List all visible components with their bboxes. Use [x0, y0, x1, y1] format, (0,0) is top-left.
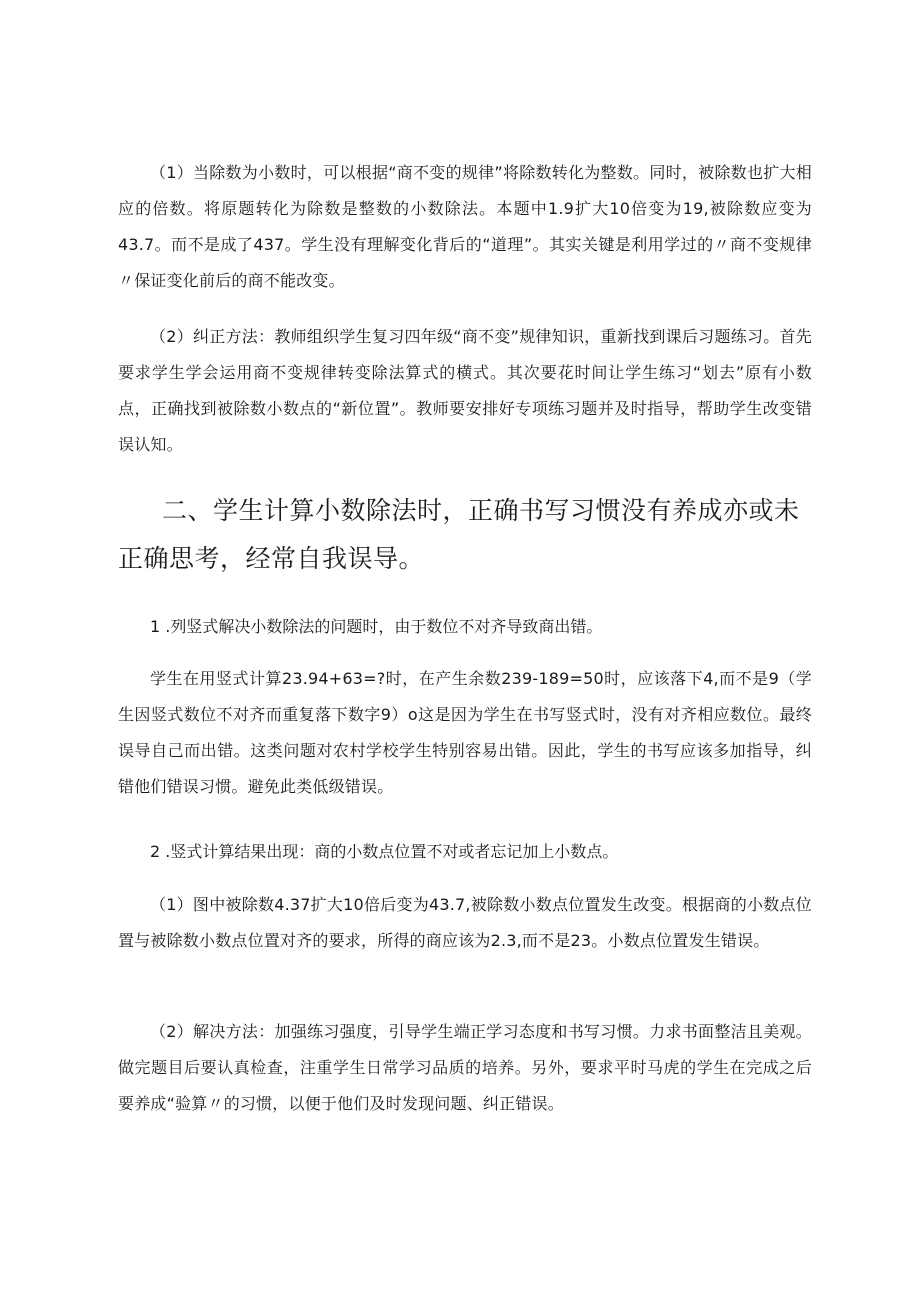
point-two-title: 2 .竖式计算结果出现：商的小数点位置不对或者忘记加上小数点。 — [150, 842, 619, 861]
paragraph-reason: （1）当除数为小数时，可以根据“商不变的规律”将除数转化为整数。同时，被除数也扩大相应的倍数。将原题转化为除数是整数的小数除法。本题中1.9扩大10倍变为19,被除数应变为43.7。而不是成了437。学生没有理解变化背后的“道理”。其实关键是利用学过的〃商不变规律〃保证变化前后的商不能改变。 — [118, 163, 812, 290]
paragraph-correction-method: （2）纠正方法：教师组织学生复习四年级“商不变”规律知识，重新找到课后习题练习。首先要求学生学会运用商不变规律转变除法算式的横式。其次要花时间让学生练习“划去”原有小数点，正确找到被除数小数点的“新位置”。教师要安排好专项练习题并及时指导，帮助学生改变错误认知。 — [118, 327, 812, 454]
section-heading-two: 二、学生计算小数除法时，正确书写习惯没有养成亦或未正确思考，经常自我误导。 — [118, 496, 800, 573]
point-one-title: 1 .列竖式解决小数除法的问题时，由于数位不对齐导致商出错。 — [150, 617, 603, 636]
paragraph-point-two-item-one: （1）图中被除数4.37扩大10倍后变为43.7,被除数小数点位置发生改变。根据商的小数点位置与被除数小数点位置对齐的要求，所得的商应该为2.3,而不是23。小数点位置发生错误。 — [118, 895, 812, 950]
paragraph-point-one: 学生在用竖式计算23.94+63=?时，在产生余数239-189=50时，应该落下4,而不是9（学生因竖式数位不对齐而重复落下数字9）o这是因为学生在书写竖式时，没有对齐相应数位。最终误导自己而出错。这类问题对农村学校学生特别容易出错。因此，学生的书写应该多加指导，纠错他们错误习惯。避免此类低级错误。 — [118, 669, 812, 796]
paragraph-point-two-item-two: （2）解决方法：加强练习强度，引导学生端正学习态度和书写习惯。力求书面整洁且美观。做完题目后要认真检查，注重学生日常学习品质的培养。另外，要求平时马虎的学生在完成之后要养成“验算〃的习惯，以便于他们及时发现问题、纠正错误。 — [118, 1022, 812, 1113]
